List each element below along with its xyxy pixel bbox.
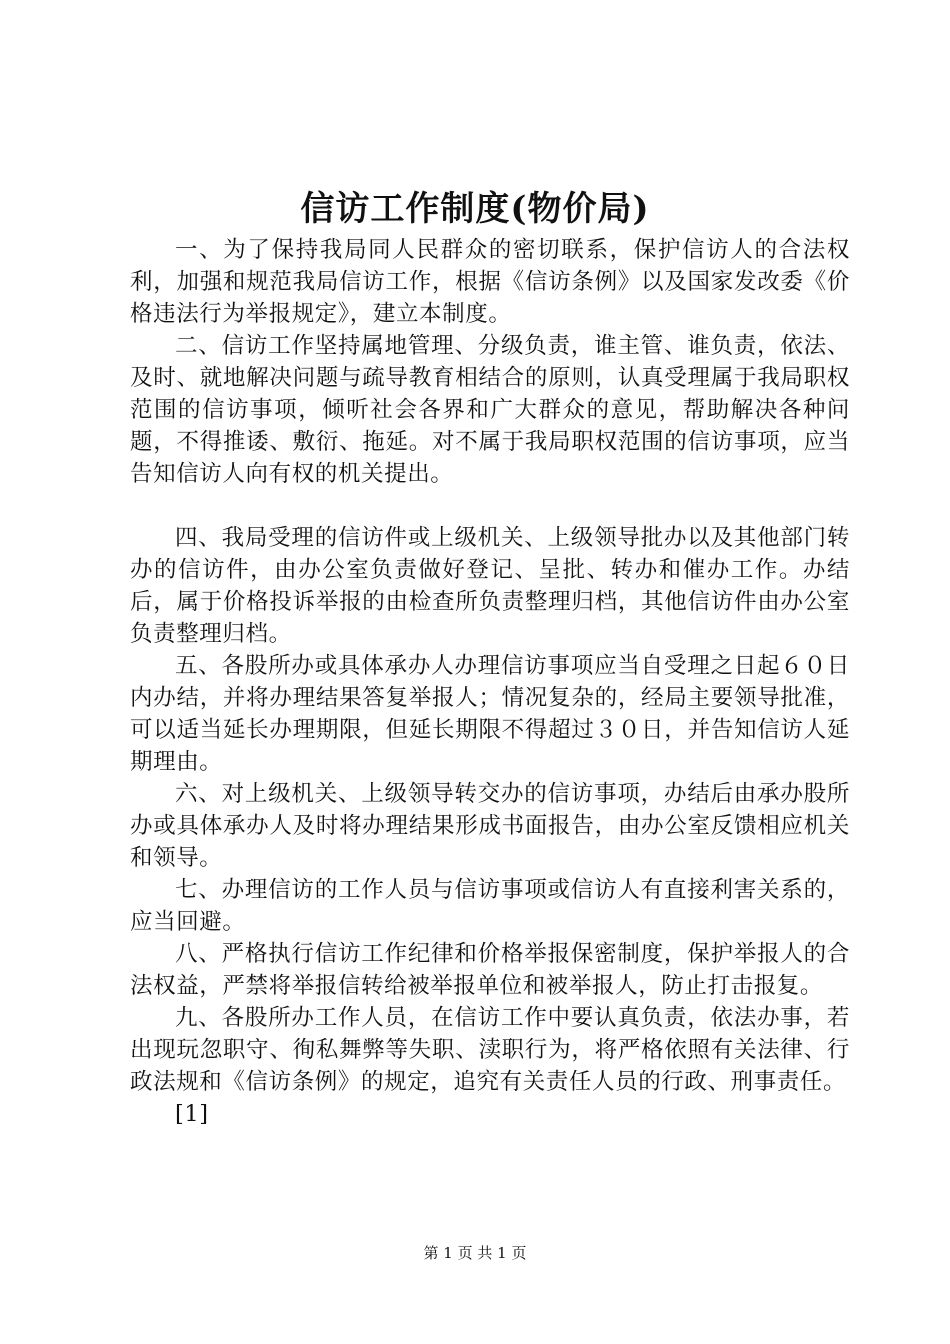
paragraph-4: 四、我局受理的信访件或上级机关、上级领导批办以及其他部门转办的信访件，由办公室负责做好登记、呈批、转办和催办工作。办结后，属于价格投诉举报的由检查所负责整理归档，其他信访件由办公室负责整理归档。 bbox=[130, 525, 850, 647]
paragraph-8: 八、严格执行信访工作纪律和价格举报保密制度，保护举报人的合法权益，严禁将举报信转给被举报单位和被举报人，防止打击报复。 bbox=[130, 941, 850, 999]
paragraph-5: 五、各股所办或具体承办人办理信访事项应当自受理之日起６０日内办结，并将办理结果答复举报人；情况复杂的，经局主要领导批准，可以适当延长办理期限，但延长期限不得超过３０日，并告知信访人延期理由。 bbox=[130, 653, 850, 775]
page-footer: 第 1 页 共 1 页 bbox=[423, 1244, 527, 1262]
paragraph-gap bbox=[130, 490, 850, 522]
paragraph-6: 六、对上级机关、上级领导转交办的信访事项，办结后由承办股所办或具体承办人及时将办理结果形成书面报告，由办公室反馈相应机关和领导。 bbox=[130, 781, 850, 871]
paragraph-7: 七、办理信访的工作人员与信访事项或信访人有直接利害关系的，应当回避。 bbox=[130, 877, 850, 935]
paragraph-1: 一、为了保持我局同人民群众的密切联系，保护信访人的合法权利，加强和规范我局信访工作，根据《信访条例》以及国家发改委《价格违法行为举报规定》，建立本制度。 bbox=[130, 237, 850, 327]
document-title: 信访工作制度(物价局) bbox=[300, 189, 650, 229]
document-body bbox=[130, 234, 850, 1130]
reference-marker: [1] bbox=[175, 1101, 209, 1127]
paragraph-2: 二、信访工作坚持属地管理、分级负责，谁主管、谁负责，依法、及时、就地解决问题与疏导教育相结合的原则，认真受理属于我局职权范围的信访事项，倾听社会各界和广大群众的意见，帮助解决各种问题，不得推诿、敷衍、拖延。对不属于我局职权范围的信访事项，应当告知信访人向有权的机关提出。 bbox=[130, 333, 850, 487]
paragraph-9: 九、各股所办工作人员，在信访工作中要认真负责，依法办事，若出现玩忽职守、徇私舞弊等失职、渎职行为，将严格依照有关法律、行政法规和《信访条例》的规定，追究有关责任人员的行政、刑事责任。 bbox=[130, 1005, 850, 1095]
